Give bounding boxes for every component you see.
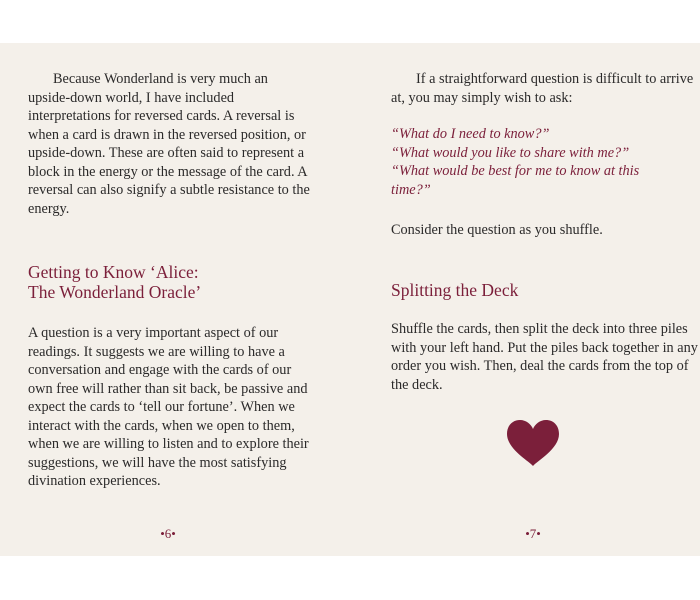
right-paragraph-consider: Consider the question as you shuffle. <box>391 222 603 238</box>
book-spread <box>0 43 700 556</box>
question-item: “What would you like to share with me?” <box>391 144 630 161</box>
heading-line-2: The Wonderland Oracle’ <box>28 282 202 302</box>
left-page <box>0 43 350 556</box>
right-paragraph-intro: If a straightforward question is difficult to arrive at, you may simply wish to ask: <box>391 71 694 106</box>
page-number-left: •6• <box>160 526 176 541</box>
heading-line-1: Getting to Know ‘Alice: <box>28 262 199 282</box>
question-item: “What would be best for me to know at this time?” <box>391 163 640 198</box>
left-paragraph-questions: A question is a very important aspect of our readings. It suggests we are willing to have a conversation and engage with the cards of our own free will rather than sit back, be passive and expect the cards to ‘tell our fortune’. When we interact with the cards, when we open to them, when we are willing to listen and to explore their suggestions, we will have the most satisfying divination experiences. <box>28 325 309 489</box>
suggested-questions <box>391 125 681 199</box>
left-paragraph-reversals: Because Wonderland is very much an upside-down world, I have included interpretations for reversed cards. A reversal is when a card is drawn in the reversed position, or upside-down. These are often said to represent a block in the energy or the message of the card. A reversal can also signify a subtle resistance to the energy. <box>28 71 310 217</box>
heart-icon <box>505 419 561 467</box>
question-item: “What do I need to know?” <box>391 126 550 142</box>
section-heading-splitting-deck: Splitting the Deck <box>391 280 519 300</box>
section-heading-getting-to-know <box>28 262 318 302</box>
page-number-right: •7• <box>525 526 541 541</box>
right-page <box>350 43 700 556</box>
right-paragraph-shuffle: Shuffle the cards, then split the deck into three piles with your left hand. Put the piles back together in any order you wish. Then, deal the cards from the top of the deck. <box>391 321 698 393</box>
